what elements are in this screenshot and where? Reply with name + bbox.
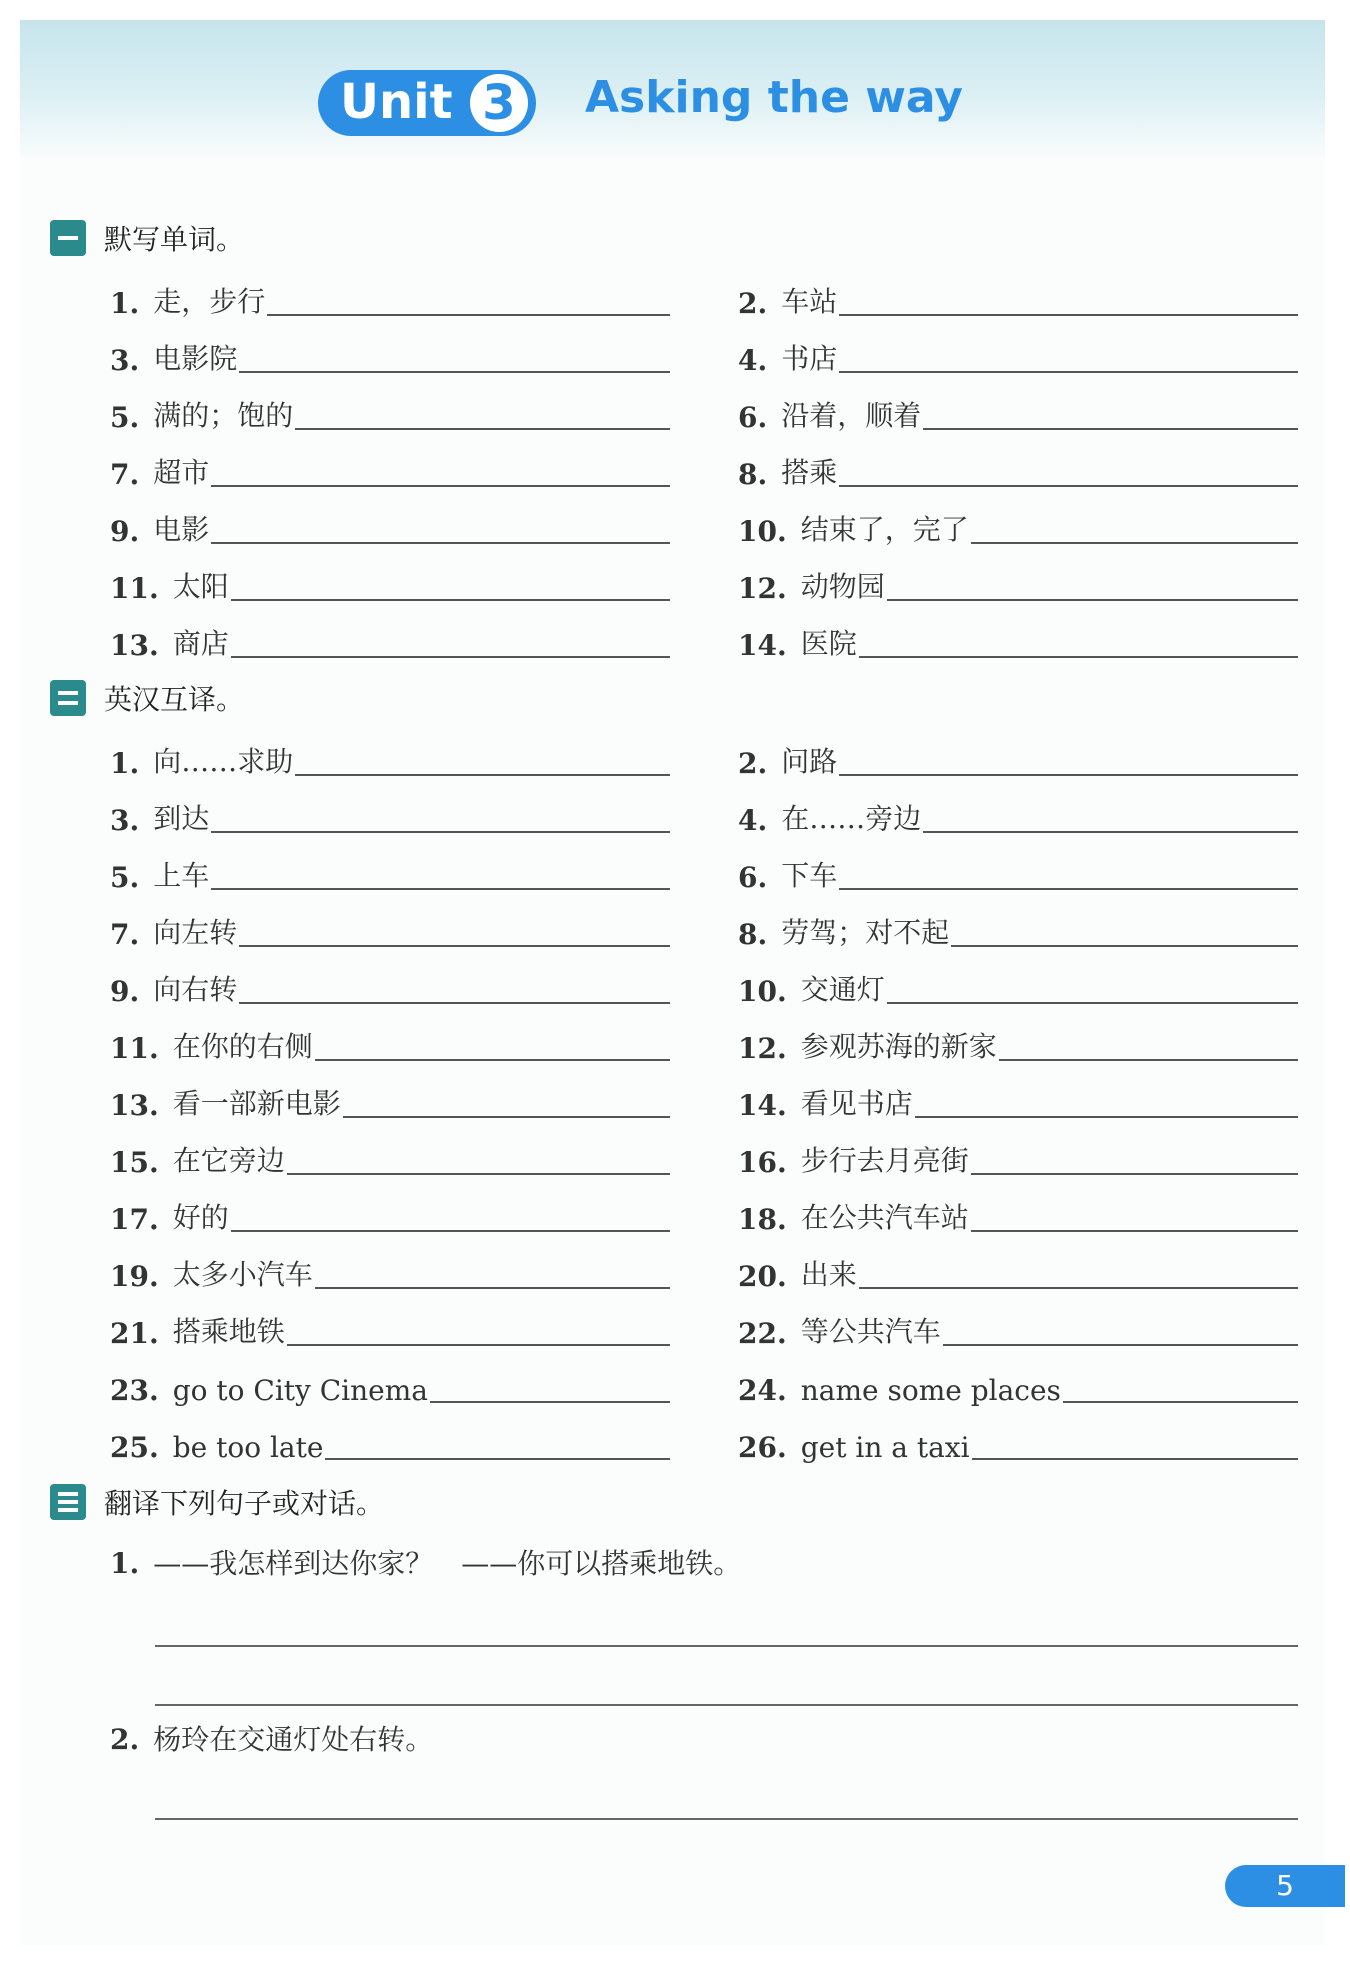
vocab-item: 7. 超市	[110, 447, 670, 491]
translation-item: 15. 在它旁边	[110, 1135, 670, 1179]
answer-blank[interactable]	[295, 428, 670, 430]
translation-item: 24. name some places	[738, 1363, 1298, 1407]
vocab-item: 4. 书店	[738, 333, 1298, 377]
answer-blank[interactable]	[839, 888, 1298, 890]
worksheet-page	[20, 20, 1325, 1945]
translation-item: 16. 步行去月亮街	[738, 1135, 1298, 1179]
section-2-heading	[50, 678, 244, 718]
section-two-icon	[50, 680, 86, 716]
answer-blank[interactable]	[211, 485, 670, 487]
translation-item: 19. 太多小汽车	[110, 1249, 670, 1293]
translation-item: 5. 上车	[110, 850, 670, 894]
answer-line[interactable]	[155, 1704, 1298, 1706]
answer-blank[interactable]	[231, 1230, 670, 1232]
translation-item: 23. go to City Cinema	[110, 1363, 670, 1407]
answer-blank[interactable]	[839, 314, 1298, 316]
translation-item: 2. 问路	[738, 736, 1298, 780]
unit-number: 3	[470, 74, 528, 132]
answer-blank[interactable]	[343, 1116, 670, 1118]
section-title: 默写单词。	[104, 223, 245, 256]
translation-item: 1. 向……求助	[110, 736, 670, 780]
answer-blank[interactable]	[295, 774, 670, 776]
answer-blank[interactable]	[287, 1344, 670, 1346]
answer-blank[interactable]	[887, 599, 1298, 601]
answer-blank[interactable]	[972, 1458, 1298, 1460]
answer-blank[interactable]	[239, 1002, 670, 1004]
answer-blank[interactable]	[887, 1002, 1298, 1004]
answer-blank[interactable]	[211, 888, 670, 890]
section-one-icon	[50, 220, 86, 256]
answer-blank[interactable]	[971, 542, 1298, 544]
answer-blank[interactable]	[859, 656, 1298, 658]
answer-blank[interactable]	[430, 1401, 670, 1403]
vocab-item: 14. 医院	[738, 618, 1298, 662]
section-1-heading	[50, 218, 244, 258]
translation-item: 14. 看见书店	[738, 1078, 1298, 1122]
answer-blank[interactable]	[231, 599, 670, 601]
answer-blank[interactable]	[915, 1116, 1298, 1118]
answer-blank[interactable]	[287, 1173, 670, 1175]
translation-item: 18. 在公共汽车站	[738, 1192, 1298, 1236]
answer-blank[interactable]	[999, 1059, 1298, 1061]
answer-line[interactable]	[155, 1645, 1298, 1647]
translation-item: 20. 出来	[738, 1249, 1298, 1293]
answer-blank[interactable]	[859, 1287, 1298, 1289]
answer-blank[interactable]	[971, 1173, 1298, 1175]
answer-blank[interactable]	[211, 831, 670, 833]
translation-item: 21. 搭乘地铁	[110, 1306, 670, 1350]
answer-blank[interactable]	[951, 945, 1298, 947]
translation-item: 25. be too late	[110, 1420, 670, 1464]
sentence-item: 2. 杨玲在交通灯处右转。	[110, 1723, 434, 1756]
section-3-heading	[50, 1482, 384, 1522]
answer-blank[interactable]	[1063, 1401, 1298, 1403]
answer-blank[interactable]	[239, 945, 670, 947]
answer-blank[interactable]	[971, 1230, 1298, 1232]
translation-item: 12. 参观苏海的新家	[738, 1021, 1298, 1065]
answer-blank[interactable]	[239, 371, 670, 373]
answer-blank[interactable]	[315, 1059, 670, 1061]
translation-item: 11. 在你的右侧	[110, 1021, 670, 1065]
answer-line[interactable]	[155, 1818, 1298, 1820]
answer-blank[interactable]	[325, 1458, 670, 1460]
unit-title: Asking the way	[585, 72, 963, 123]
sentence-item: 1. ——我怎样到达你家？ ——你可以搭乘地铁。	[110, 1547, 742, 1580]
answer-blank[interactable]	[923, 428, 1298, 430]
answer-blank[interactable]	[943, 1344, 1298, 1346]
vocab-item: 11. 太阳	[110, 561, 670, 605]
answer-blank[interactable]	[839, 774, 1298, 776]
translation-item: 13. 看一部新电影	[110, 1078, 670, 1122]
translation-item: 7. 向左转	[110, 907, 670, 951]
vocab-item: 6. 沿着，顺着	[738, 390, 1298, 434]
page-number: 5	[1225, 1865, 1345, 1907]
vocab-item: 13. 商店	[110, 618, 670, 662]
vocab-item: 12. 动物园	[738, 561, 1298, 605]
vocab-item: 3. 电影院	[110, 333, 670, 377]
vocab-item: 9. 电影	[110, 504, 670, 548]
vocab-item: 1. 走，步行	[110, 276, 670, 320]
unit-label: Unit	[340, 74, 453, 130]
answer-blank[interactable]	[267, 314, 670, 316]
answer-blank[interactable]	[315, 1287, 670, 1289]
answer-blank[interactable]	[839, 485, 1298, 487]
unit-header	[20, 20, 1325, 160]
vocab-item: 10. 结束了，完了	[738, 504, 1298, 548]
translation-item: 8. 劳驾；对不起	[738, 907, 1298, 951]
section-three-icon	[50, 1484, 86, 1520]
translation-item: 26. get in a taxi	[738, 1420, 1298, 1464]
translation-item: 6. 下车	[738, 850, 1298, 894]
answer-blank[interactable]	[839, 371, 1298, 373]
translation-item: 17. 好的	[110, 1192, 670, 1236]
section-title: 翻译下列句子或对话。	[104, 1487, 385, 1520]
answer-blank[interactable]	[923, 831, 1298, 833]
translation-item: 10. 交通灯	[738, 964, 1298, 1008]
answer-blank[interactable]	[211, 542, 670, 544]
vocab-item: 2. 车站	[738, 276, 1298, 320]
translation-item: 22. 等公共汽车	[738, 1306, 1298, 1350]
answer-blank[interactable]	[231, 656, 670, 658]
section-title: 英汉互译。	[104, 683, 245, 716]
translation-item: 9. 向右转	[110, 964, 670, 1008]
vocab-item: 8. 搭乘	[738, 447, 1298, 491]
translation-item: 4. 在……旁边	[738, 793, 1298, 837]
vocab-item: 5. 满的；饱的	[110, 390, 670, 434]
translation-item: 3. 到达	[110, 793, 670, 837]
unit-badge	[318, 70, 536, 136]
